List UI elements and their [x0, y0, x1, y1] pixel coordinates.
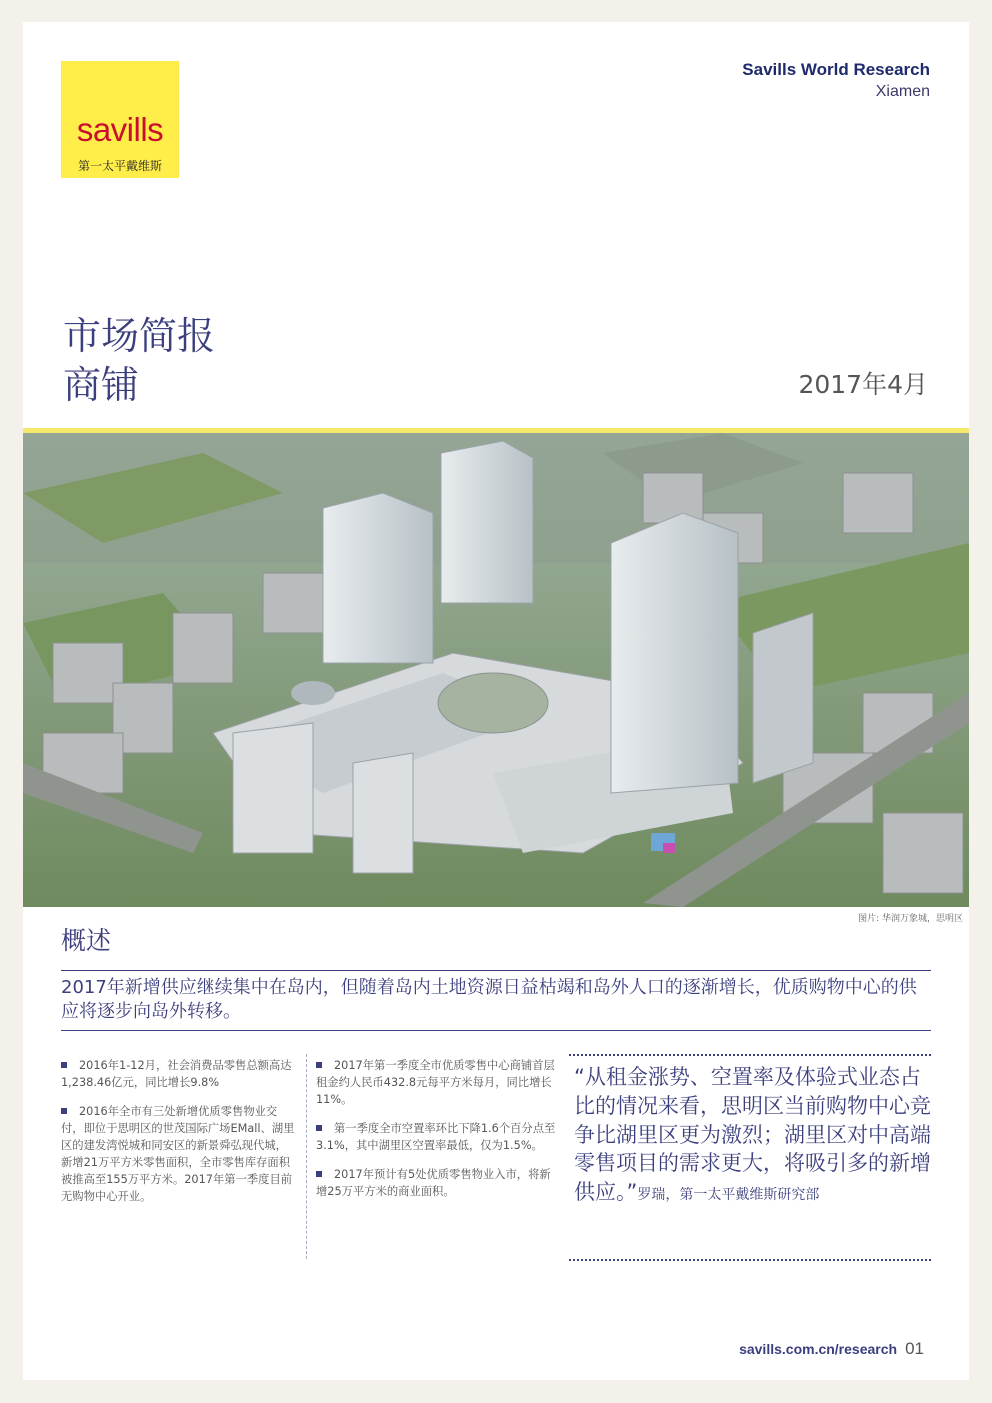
bullet-text: 第一季度全市空置率环比下降1.6个百分点至3.1%，其中湖里区空置率最低，仅为1.5%。 [316, 1122, 556, 1152]
square-bullet-icon [61, 1108, 67, 1114]
quote-attribution: 罗瑞，第一太平戴维斯研究部 [637, 1187, 820, 1204]
section-bottom-rule [61, 1030, 931, 1031]
report-date: 2017年4月 [798, 370, 928, 399]
square-bullet-icon [61, 1062, 67, 1068]
bullet-item [316, 1120, 558, 1154]
quote-body [574, 1063, 931, 1210]
section-heading: 概述 [61, 926, 112, 955]
bullet-item [316, 1166, 558, 1200]
bullet-column-2 [316, 1057, 558, 1212]
square-bullet-icon [316, 1125, 322, 1131]
bullet-text: 2016年全市有三处新增优质零售物业交付，即位于思明区的世茂国际广场EMall、湖里区的建发湾悦城和同安区的新景舜弘现代城，新增21万平方米零售面积，全市零售库存面积被推高至155万平方米。2017年第一季度目前无购物中心开业。 [61, 1105, 295, 1203]
bullet-column-1 [61, 1057, 297, 1217]
savills-logo[interactable] [61, 61, 179, 178]
bullet-item [61, 1103, 297, 1205]
research-link[interactable]: savills.com.cn/research [739, 1341, 898, 1357]
hero-image [23, 433, 969, 907]
square-bullet-icon [316, 1062, 322, 1068]
report-title: 市场简报 [63, 314, 216, 358]
quote-text: “从租金涨势、空置率及体验式业态占比的情况来看，思明区当前购物中心竞争比湖里区更为激烈；湖里区对中高端零售项目的需求更大，将吸引多的新增供应。” [574, 1065, 931, 1205]
bullet-text: 2016年1-12月，社会消费品零售总额高达1,238.46亿元，同比增长9.8% [61, 1059, 292, 1089]
logo-chinese-name: 第一太平戴维斯 [77, 159, 162, 173]
city-name: Xiamen [875, 83, 930, 100]
section-top-rule [61, 970, 931, 971]
logo-wordmark: savills [76, 111, 164, 148]
image-caption: 图片: 华润万象城，思明区 [858, 914, 963, 924]
page-number: 01 [905, 1339, 924, 1358]
publisher-name: Savills World Research [742, 60, 930, 79]
report-subtitle: 商铺 [63, 363, 140, 407]
mall-aerial-illustration [23, 433, 969, 907]
page-footer [739, 1339, 924, 1359]
column-divider [306, 1054, 307, 1259]
bullet-item [316, 1057, 558, 1108]
overview-summary: 2017年新增供应继续集中在岛内，但随着岛内土地资源日益枯竭和岛外人口的逐渐增长，优质购物中心的供应将逐步向岛外转移。 [61, 977, 917, 1022]
bullet-item [61, 1057, 297, 1091]
square-bullet-icon [316, 1171, 322, 1177]
bullet-text: 2017年第一季度全市优质零售中心商铺首层租金约人民币432.8元每平方米每月，同比增长11%。 [316, 1059, 555, 1106]
pull-quote [569, 1054, 931, 1261]
report-page [23, 22, 969, 1380]
bullet-text: 2017年预计有5处优质零售物业入市，将新增25万平方米的商业面积。 [316, 1168, 551, 1198]
